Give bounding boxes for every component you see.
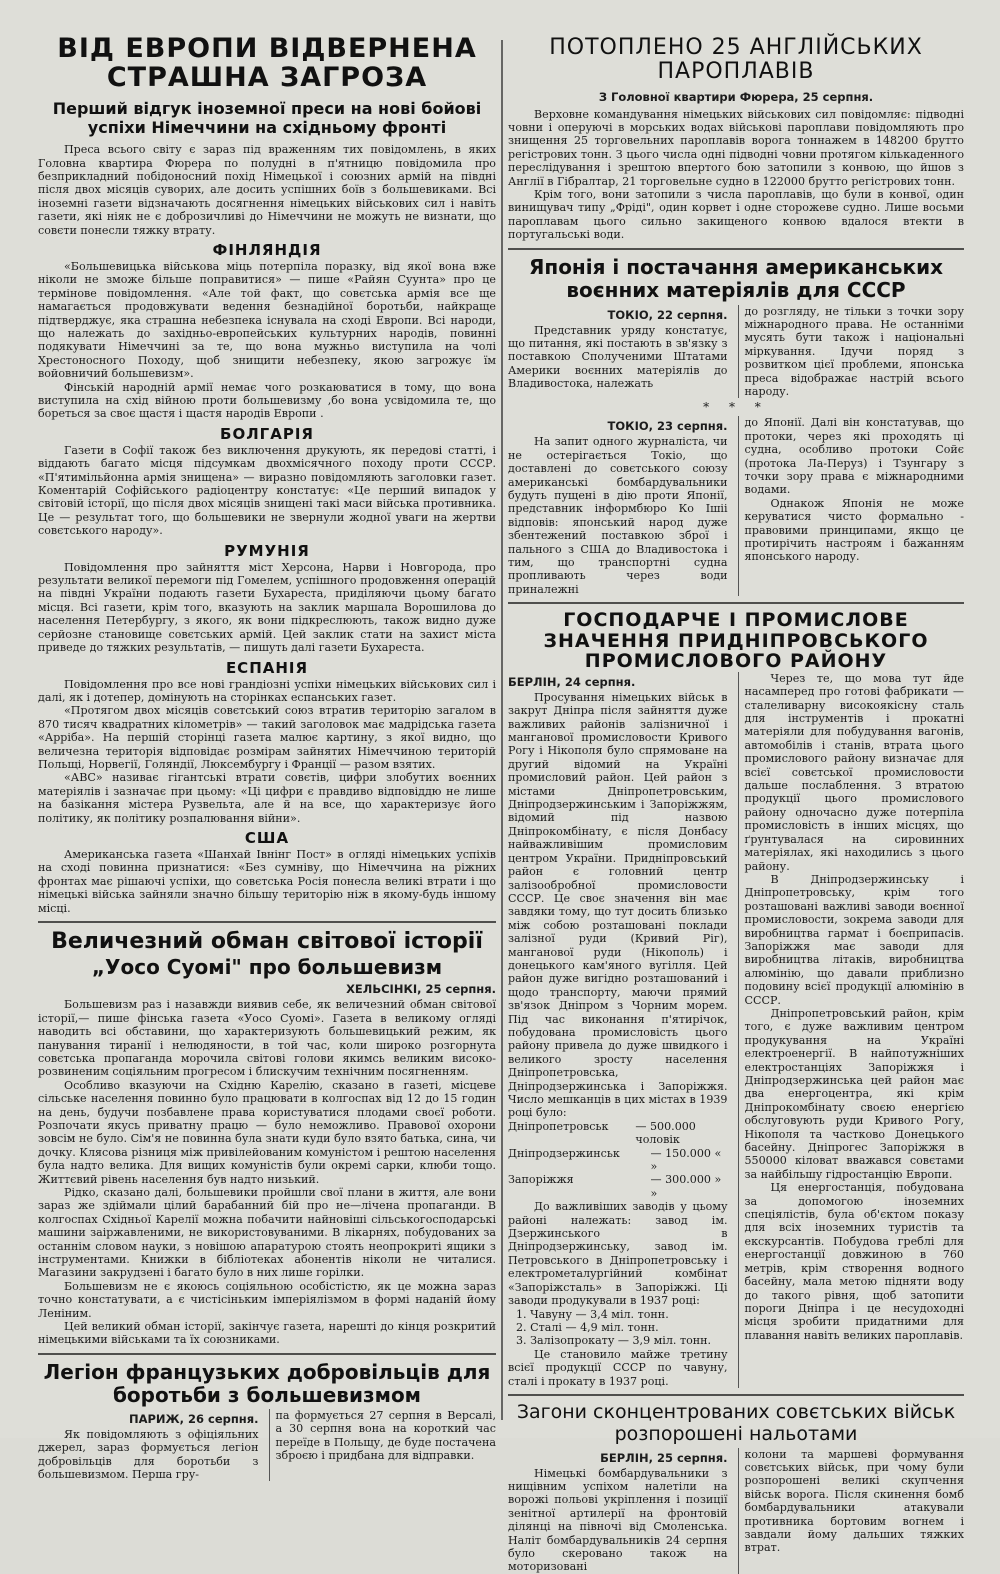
paragraph: Однакож Японія не може керуватися чисто формально - правовими принципами, якщо це протирічить настроям і бажанням японського народу. (744, 496, 964, 564)
paragraph: «АВС» називає гігантські втрати совєтів, цифри злобутих воєнних матеріялів і зазначає при цьому: «Ці цифри є правдиво відповіддю не лише на базікання містера Рузвельта, але й на все, що характеризує його політику, як політику розпалювання війни». (38, 771, 496, 825)
paragraph: Повідомлення про зайняття міст Херсона, Нарви і Новгорода, про результати великої перемоги під Гомелем, успішного продовження операцій на півдні України подають газети Бухареста, приділяючи цьому багато місця. Всі газети, крім того, вказують на заклик маршала Ворошилова до населення Петербургу, з якого, як вони підкреслюють, також видно дуже серйозне становище совєтських армій. Цей заклик стати на захист міста приведе до тяжких результатів, — пишуть далі газети Бухареста. (38, 560, 496, 655)
paragraph: Повідомлення про все нові грандіозні успіхи німецьких військових сил і далі, як і дотепер, домінують на сторінках еспанських газет. (38, 677, 496, 704)
paragraph: В Дніпродзержинську і Дніпропетровську, крім того розташовані важливі заводи воєнної промисловости, зокрема заводи для виробництва гармат і боєприпасів. Запоріжжя має заводи для виробництва літаків, виробництва алюмінію, що давали приблизно подовину всієї продукції алюмінію в СССР. (744, 872, 964, 1007)
table-row: Запоріжжя — 300.000 » » (508, 1173, 722, 1200)
paragraph: Большевизм раз і назавжди виявив себе, як величезний обман світової історії,— пише фінська газета «Уосо Суомі». Газета в великому огляді наводить всі обставини, що характеризують большевицький режим, як панування тиранії і нелюдяности, в той час, коли широко розгорнута совєтська пропаганда морочила світові голови якимсь великим високо-розвиненим соціяльним прогресом і блискучим технічним посягненням. (38, 998, 496, 1079)
paragraph: Верховне командування німецьких військових сил повідомляє: підводні човни і оперуючі в морських водах військові пароплави повідомляють про знищення 25 торговельних пароплавів ворога тоннажем в 148200 брутто регістрових тонн. З цього числа одні підводні човни протягом кількаденного переслідування і зрештою впертого бою затопили з конвою, що йшов з Англії в Гібралтар, 21 торговельне судно в 122000 брутто регістрових тонн. (508, 107, 964, 188)
paragraph: Дніпропетровський район, крім того, є дуже важливим центром продукування на Україні електроенергії. В найпотужніших електростанціях Запоріжжя і Дніпродзержинська цей район має два енергоцентра, які крім Дніпрокомбінату своєю енергією обслуговують руди Кривого Рогу, Нікополя та частково Донецького басейну. Дніпрогес Запоріжжя в 550000 кіловат вважався совєтами за найбільшу гідростанцію Европи. (744, 1006, 964, 1181)
section-finland: ФІНЛЯНДІЯ (212, 240, 322, 259)
paragraph: Як повідомляють з офіціяльних джерел, зараз формується легіон добровільців для боротьби з большевизмом. Перша гру- (38, 1427, 259, 1482)
paragraph: Просування німецьких військ в закрут Дніпра після зайняття дуже важливих районів залізничної і манганової промисловости Кривого Рогу і Нікополя було спрямоване на другий відомий на Україні промисловий район. Цей район з містами Дніпропетровським, Дніпродзержинським і Запоріжжям, відомий під назвою Дніпрокомбінату, є після Донбасу найважливішим промисловим центром України. Придніпровський район є головний центр залізообробної промисловости СССР. Це своє значення він має завдяки тому, що тут досить близько між собою розташовані поклади залізної руди (Кривий Ріг), манганової руди (Нікополь) і донецького кам'яного вугілля. Цей район дуже вигідно розташований і щодо транспорту, маючи прямий зв'язок Дніпром з Чорним морем. Під час виконання п'ятирічок, побудована промисловість цього району привела до дуже швидкого і великого зросту населення Дніпропетровська, Дніпродзержинська і Запоріжжя. Число мешканців в цих містах в 1939 році було: (508, 690, 728, 1120)
subheadline: „Уосо Суомі" про большевизм (91, 955, 443, 980)
headline: Величезний обман світової історії (51, 929, 483, 954)
headline: Загони сконцентрованих совєтських військ розпорошені нальотами (516, 1400, 956, 1445)
paragraph: Німецькі бомбардувальники з нищівним успіхом налетіли на ворожі польові укріплення і позиції зенітної артилерії на фронтовій ділянці на півночі від Смоленська. Наліт бомбардувальників 24 серпня було скеровано також на моторизовані (508, 1466, 728, 1574)
paragraph: до Японії. Далі він констатував, що протоки, через які проходять ці судна, особливо протоки Сойє (протока Ла-Перуз) і Тзунгару з точки зору права є міжнародними водами. (744, 416, 964, 497)
subheadline: Перший відгук іноземної преси на нові бойові успіхи Німеччини на східньому фронті (52, 99, 482, 137)
asterism: * * * (703, 400, 769, 415)
dateline: ХЕЛЬСІНКІ, 25 серпня. (346, 982, 496, 997)
section-usa: США (244, 828, 290, 847)
article-dnipro-industry (508, 610, 964, 1388)
paragraph: Крім того, вони затопили з числа пароплавів, що були в конвої, один винищувач типу „Фріді", один корвет і одне сторожеве судно. Лише восьми пароплавам цього сильно закищеного конвою вдалося втекти в португальські води. (508, 187, 964, 242)
list-item: 1. Чавуну — 3,4 міл. тонн. (516, 1307, 669, 1321)
paragraph: Большевизм не є якоюсь соціяльною особістістю, як це можна зараз точно констатувати, а є чистісіньким імперіялізмом в формі наданій йому Леніним. (38, 1279, 496, 1320)
paragraph: На запит одного журналіста, чи не остерігається Токіо, що доставлені до совєтського союзу американські бомбардувальники будуть пущені в дію проти Японії, представник інформбюро Ко Ішіі відповів: японський народ дуже збентежений поставкою зброї і пального з США до Владивостока і тим, що транспортні судна пропливають через води приналежні (508, 435, 728, 596)
left-column (38, 0, 496, 1481)
headline: Японія і постачання американських воєнних матеріялів для СССР (528, 254, 944, 302)
divider (508, 248, 964, 250)
headline: ВІД ЕВРОПИ ВІДВЕРНЕНА СТРАШНА ЗАГРОЗА (57, 33, 477, 94)
article-soviet-troops (508, 1402, 964, 1574)
divider (38, 1353, 496, 1355)
divider (508, 1394, 964, 1396)
headline: Легіон французьких добровільців для боротьби з большевизмом (43, 1359, 491, 1407)
headline: ПОТОПЛЕНО 25 АНГЛІЙСЬКИХ ПАРОПЛАВІВ (549, 35, 923, 84)
right-column (508, 0, 964, 1574)
divider (508, 602, 964, 604)
section-bulgaria: БОЛГАРІЯ (220, 424, 314, 443)
article-great-deception (38, 929, 496, 1347)
table-row: Дніпродзержинськ — 150.000 « » (508, 1146, 722, 1174)
two-column-body (508, 416, 964, 596)
list-item: 2. Сталі — 4,9 міл. тонн. (516, 1320, 659, 1334)
paragraph: колони та маршеві формування совєтських військ, при чому були розпорошені великі скупчення військ ворога. Після скинення бомб бомбардувальники атакували противника бортовим вогнем і завдали йому дальших тяжких втрат. (744, 1447, 964, 1555)
paragraph: Особливо вказуючи на Східню Карелію, сказано в газеті, місцеве сільське населення повинно було працювати в колгоспах від 12 до 15 годин на день, будучи позбавлене права користуватися плодами своєї роботи. Розпочати якусь приватну працю — було неможливо. Правової охорони зовсім не було. Сім'я не повинна була знати куди було взято батька, сина, чи дочку. Клясова різниця між привілейованим комуністом і рештою населення була надто велика. Для вищих комуністів були окремі сарки, клюби тощо. Життєвий рівень населення був надто низький. (38, 1078, 496, 1186)
paragraph: Американська газета «Шанхай Івнінг Пост» в огляді німецьких успіхів на сході повинна признатися: «Без сумніву, що Німеччина на ріжних фронтах має рішаючі успіхи, що совєтська Росія понесла великі втрати і що німецькі війська зайняли значно більшу територію ніж в якому-будь іншому місці. (38, 847, 496, 915)
subheadline: З Головної квартири Фюрера, 25 серпня. (598, 89, 874, 104)
paragraph: Цей великий обман історії, закінчує газета, нарешті до кінця розкритий німецькими військами та їх союзниками. (38, 1320, 496, 1347)
population-table (508, 1120, 728, 1200)
paragraph: Газети в Софії також без виключення друкують, як передові статті, і віддають багато місця підсумкам двохмісячного походу проти СССР. «П'ятимільйонна армія знищена» — виразно повідомляють заголовки газет. Коментарій Софійського радіоцентру констатує: «Це перший випадок у світовій історії, що після двох місяців знищені такі маси війська противника. Це — результат того, що большевики не звернули жодної уваги на жертви совєтського народу». (38, 443, 496, 538)
paragraph: Ця енергостанція, побудована за допомогою іноземних спеціялістів, була об'єктом показу для всіх іноземних туристів та екскурсантів. Побудова греблі для енергостанції довжиною в 760 метрів, крім створення водного басейну, мала метою підняти воду до такого рівня, щоб затопити пороги Дніпра і це несудоходні місця зробити придатними для плавання навіть великих пароплавів. (744, 1181, 964, 1342)
article-sunk-ships (508, 0, 964, 242)
paragraph: Рідко, сказано далі, большевики пройшли свої плани в життя, але вони зараз же здіймали цілий барабанний бій про не—лічена пропаганди. В колгоспах Східньої Карелії можна побачити найновіші сільськогосподарські машини заіржавленими, не використовуваними. В лікарнях, побудованих за останнім словом науки, з новішою апаратурою стоять неопрокриті ящики з інструментами. Книжки в бібліотеках абонентів ніколи не читалися. Магазини закрудзені і багато було в них лише горілки. (38, 1185, 496, 1280)
paragraph: «Большевицька військова міць потерпіла поразку, від якої вона вже ніколи не зможе більше поправитися» — пише «Райян Суунта» про це термінове повідомлення. «Але той факт, що совєтська армія все ще намагається продовжувати ведення безнадійної боротьби, найкраще підтверджує, яка страшна небезпека існувала на сході Европи. Всі народи, що належать до західньо-европейських культурних народів, повинні подякувати Німеччині за те, що вона мужньо виступила на чолі Хрестоносного Походу, щоб знищити небезпеку, якою загрожує їм войовничий большевизм». (38, 259, 496, 381)
column-divider (501, 40, 503, 1420)
paragraph: Фінській народній армії немає чого розкаюватися в тому, що вона виступила на схід війною проти большевизму ,бо вона усвідомила те, що бореться за своє щастя і щастя народів Европи . (38, 380, 496, 421)
dateline: БЕРЛІН, 24 серпня. (508, 674, 636, 689)
paragraph: Представник уряду констатує, що питання, які постають в зв'язку з поставкою Сполученими Штатами Америки воєнних матеріялів до Владивостока, належать (508, 323, 728, 391)
paragraph: До важливіших заводів у цьому районі належать: завод ім. Дзержинського в Дніпродзержинську, завод ім. Петровського в Дніпропетровську і електрометалургійний комбінат «Запоріжсталь» в Запоріжжі. Ці заводи продукували в 1937 році: (508, 1200, 728, 1308)
dateline: ТОКІО, 23 серпня. (607, 419, 728, 434)
intro-paragraph: Преса всього світу є зараз під враженням тих повідомлень, в яких Головна квартира Фюрера по полудні в п'ятницю повідомила про безприкладний побідоносний похід Німецької і союзних армій на півдні після двох місяців суворих, але досить успішних боїв з большевиками. Всі іноземні газети відзначають досягнення німецьких військових сил і навіть газети, які ніяк не є доброзичливі до Німеччини не можуть не визнати, що совєти понесли тяжку втрату. (38, 143, 496, 237)
two-column-body (508, 1448, 964, 1574)
article-japan (508, 256, 964, 597)
table-row: Дніпропетровськ — 500.000 чоловік (508, 1119, 696, 1147)
dateline: ПАРИЖ, 26 серпня. (128, 1411, 259, 1426)
paragraph: Це становило майже третину всієї продукції СССР по чавуну, сталі і прокату в 1937 році. (508, 1347, 728, 1388)
two-column-body (508, 305, 964, 399)
paragraph: «Протягом двох місяців совєтський союз втратив територію загалом в 870 тисяч квадратних кілометрів» — такий заголовок має мадрідська газета «Арріба». На першій сторінці газета малює картину, з якої видно, що величезна територія відповідає розмірам зайнятих Німеччиною територій Польщі, Норвегії, Голяндії, Люксембургу і Франції — разом взятих. (38, 704, 496, 771)
dateline: ТОКІО, 22 серпня. (607, 307, 728, 322)
dateline: БЕРЛІН, 25 серпня. (600, 1450, 728, 1465)
list-item: 3. Залізопрокату — 3,9 міл. тонн. (516, 1334, 712, 1348)
headline: ГОСПОДАРЧЕ І ПРОМИСЛОВЕ ЗНАЧЕННЯ ПРИДНІПРОВСЬКОГО ПРОМИСЛОВОГО РАЙОНУ (543, 609, 929, 673)
divider (38, 921, 496, 923)
two-column-body (38, 1409, 496, 1482)
paragraph: Через те, що мова тут йде насамперед про готові фабрикати — сталеливарну високоякісну сталь для інструментів і прокатні матеріяли для побудування вагонів, автомобілів і станів, втрата цього промислового району визначає для всієї совєтської промисловости дальше послаблення. З втратою продукції цього промислового району одночасно дуже потерпіла промисловість в інших місцях, що ґрунтувалася на сировинних матеріялах, які находились з цього району. (744, 671, 964, 873)
section-spain: ЕСПАНІЯ (225, 658, 309, 677)
section-romania: РУМУНІЯ (224, 541, 310, 560)
two-column-body (508, 672, 964, 1388)
paragraph: до розгляду, не тільки з точки зору міжнародного права. Не останніми мусять бути також і національні міркування. Ідучи поряд з розвитком цієї проблеми, японська преса відображає настрій всього народу. (744, 304, 964, 398)
production-list (508, 1308, 728, 1348)
paragraph: па формується 27 серпня в Версалі, а 30 серпня вона на короткий час переїде в Польщу, де буде постачена зброєю і придбана для відправки. (275, 1408, 496, 1463)
article-europe-threat (38, 0, 496, 915)
article-french-legion (38, 1361, 496, 1482)
